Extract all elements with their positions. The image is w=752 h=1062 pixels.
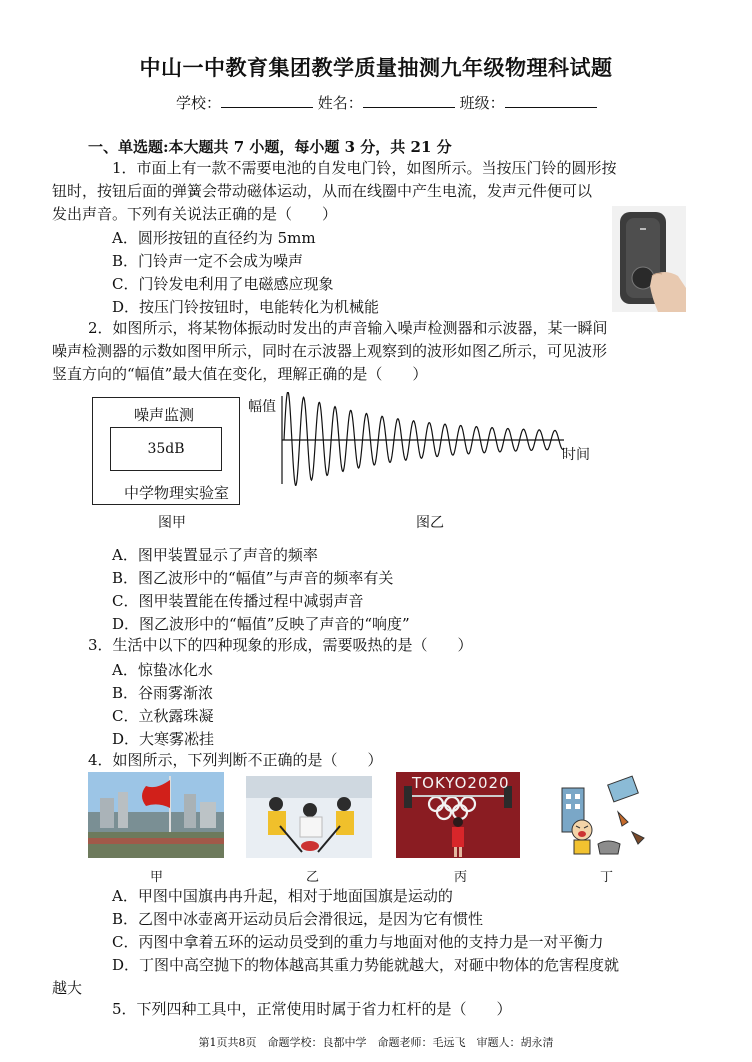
figure-b-caption: 图乙 bbox=[416, 515, 444, 531]
q1-line-3: 发出声音。下列有关说法正确的是（ ） bbox=[52, 205, 338, 223]
q4-option-a: A．甲图中国旗冉冉升起，相对于地面国旗是运动的 bbox=[112, 887, 453, 905]
name-label: 姓名： bbox=[317, 94, 363, 112]
q1-option-c: C．门铃发电利用了电磁感应现象 bbox=[112, 275, 334, 293]
q4-option-d-cont: 越大 bbox=[52, 979, 83, 997]
q3-option-b: B．谷雨雾渐浓 bbox=[112, 684, 214, 702]
name-blank[interactable] bbox=[363, 93, 455, 108]
q4-option-b: B．乙图中冰壶离开运动员后会滑很远，是因为它有惯性 bbox=[112, 910, 484, 928]
q2-line-2: 噪声检测器的示数如图甲所示，同时在示波器上观察到的波形如图乙所示，可见波形 bbox=[52, 342, 608, 360]
q3-option-c: C．立秋露珠凝 bbox=[112, 707, 214, 725]
q3-option-a: A．惊蛰冰化水 bbox=[112, 661, 213, 679]
q5-line: 5．下列四种工具中，正常使用时属于省力杠杆的是（ ） bbox=[112, 1000, 512, 1018]
class-blank[interactable] bbox=[505, 93, 597, 108]
q1-option-d: D．按压门铃按钮时，电能转化为机械能 bbox=[112, 298, 380, 316]
q4-line: 4．如图所示，下列判断不正确的是（ ） bbox=[88, 751, 383, 769]
q1-option-a: A．圆形按钮的直径约为 5mm bbox=[112, 229, 316, 247]
image-caption-yi: 乙 bbox=[306, 870, 320, 885]
q4-option-d: D．丁图中高空抛下的物体越高其重力势能就越大，对砸中物体的危害程度就 bbox=[112, 956, 620, 974]
falling-object-cartoon bbox=[548, 772, 658, 858]
noise-monitor-title: 噪声监测 bbox=[134, 406, 195, 424]
school-blank[interactable] bbox=[221, 93, 313, 108]
waveform-figure bbox=[244, 392, 600, 488]
tokyo-2020-text: TOKYO2020 bbox=[412, 774, 510, 792]
q2-option-d: D．图乙波形中的“幅值”反映了声音的“响度” bbox=[112, 615, 410, 633]
page-title: 中山一中教育集团教学质量抽测九年级物理科试题 bbox=[139, 55, 613, 80]
q2-line-3: 竖直方向的“幅值”最大值在变化，理解正确的是（ ） bbox=[52, 365, 428, 383]
q3-option-d: D．大寒雾凇挂 bbox=[112, 730, 215, 748]
page-footer: 第1页共8页 命题学校：良都中学 命题老师：毛远飞 审题人：胡永清 bbox=[198, 1036, 554, 1049]
student-info-line bbox=[176, 92, 597, 113]
q4-option-c: C．丙图中拿着五环的运动员受到的重力与地面对他的支持力是一对平衡力 bbox=[112, 933, 604, 951]
q1-line-1: 1．市面上有一款不需要电池的自发电门铃，如图所示。当按压门铃的圆形按 bbox=[112, 159, 617, 177]
q2-option-b: B．图乙波形中的“幅值”与声音的频率有关 bbox=[112, 569, 394, 587]
noise-monitor-footer: 中学物理实验室 bbox=[124, 484, 230, 502]
image-caption-jia: 甲 bbox=[150, 870, 164, 885]
figure-a-caption: 图甲 bbox=[158, 515, 186, 531]
image-caption-bing: 丙 bbox=[454, 870, 468, 885]
q1-line-2: 钮时，按钮后面的弹簧会带动磁体运动，从而在线圈中产生电流，发声元件便可以 bbox=[52, 182, 593, 200]
doorbell-image bbox=[612, 206, 686, 312]
class-label: 班级： bbox=[459, 94, 505, 112]
curling-image bbox=[246, 776, 372, 858]
q2-line-1: 2．如图所示，将某物体振动时发出的声音输入噪声检测器和示波器，某一瞬间 bbox=[88, 319, 608, 337]
q2-option-a: A．图甲装置显示了声音的频率 bbox=[112, 546, 318, 564]
q2-option-c: C．图甲装置能在传播过程中减弱声音 bbox=[112, 592, 364, 610]
image-caption-ding: 丁 bbox=[600, 870, 614, 885]
noise-reading-display: 35dB bbox=[110, 427, 222, 471]
q3-line: 3．生活中以下的四种现象的形成，需要吸热的是（ ） bbox=[88, 636, 473, 654]
flag-raising-image bbox=[88, 772, 224, 858]
waveform-y-label: 幅值 bbox=[248, 399, 276, 415]
section-heading: 一、单选题:本大题共 7 小题，每小题 3 分，共 21 分 bbox=[88, 138, 452, 156]
school-label: 学校： bbox=[176, 94, 222, 112]
waveform-x-label: 时间 bbox=[562, 447, 590, 463]
q1-option-b: B．门铃声一定不会成为噪声 bbox=[112, 252, 304, 270]
